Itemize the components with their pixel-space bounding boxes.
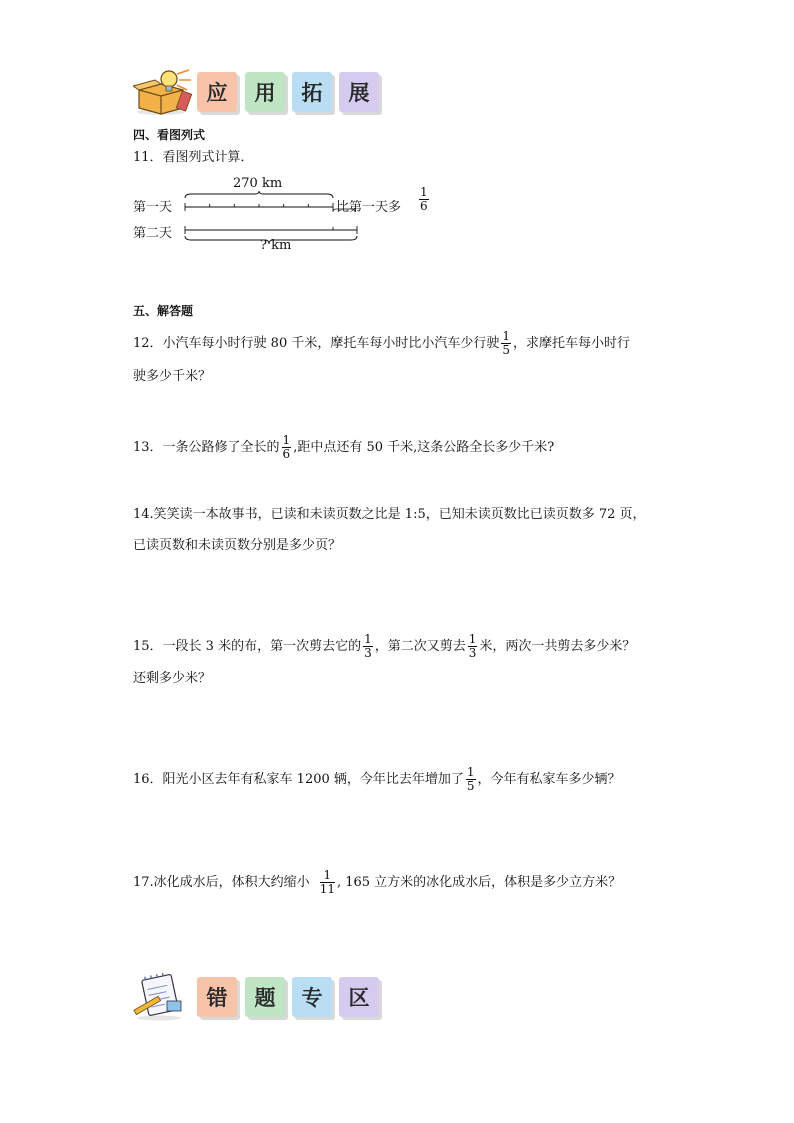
lightbulb-box-icon: [133, 68, 193, 116]
q12-text-before: 12．小汽车每小时行驶 80 千米，摩托车每小时比小汽车少行驶: [133, 336, 500, 351]
q17-text-after: , 165 立方米的冰化成水后，体积是多少立方米？: [336, 875, 622, 890]
section-title-4: 四、看图列式: [133, 128, 206, 142]
section-title-5: 五、解答题: [133, 304, 194, 318]
diagram-row1-label: 第一天: [133, 200, 173, 215]
q12-fraction: [501, 330, 511, 357]
top-brace: [185, 191, 333, 198]
question-17: [133, 869, 621, 896]
diagram-fraction-den: 6: [420, 199, 428, 213]
q16-text-before: 16．阳光小区去年有私家车 1200 辆，今年比去年增加了: [133, 772, 464, 787]
diagram-row2-label: 第二天: [133, 226, 173, 241]
q16-frac-den: 5: [466, 779, 475, 793]
banner-tile-1: 应: [197, 72, 237, 112]
q12-frac-num: 1: [502, 329, 510, 343]
question-12-line2: 驶多少千米？: [133, 369, 212, 384]
q16-frac-num: 1: [466, 765, 475, 779]
diagram-bottom-value: ? km: [260, 238, 292, 253]
q15-frac1-den: 3: [364, 646, 372, 660]
extra-brace: [333, 209, 355, 212]
q15-frac1-num: 1: [364, 632, 372, 646]
q13-frac-den: 6: [282, 447, 291, 461]
notebook-pencil-icon: [133, 973, 193, 1021]
q13-fraction: [282, 434, 292, 461]
q13-text-before: 13．一条公路修了全长的: [133, 440, 280, 455]
question-15: [133, 633, 635, 660]
bottom-brace: [185, 236, 357, 244]
banner-tile-2: 用: [245, 72, 285, 112]
q12-text-after: ，求摩托车每小时行: [513, 336, 631, 351]
diagram-fraction-num: 1: [420, 185, 428, 199]
question-13: [133, 434, 554, 461]
q15-text-a: 15．一段长 3 米的布，第一次剪去它的: [133, 639, 362, 654]
banner-bottom-tile-2: 题: [245, 977, 285, 1017]
banner-bottom-tile-3: 专: [292, 977, 332, 1017]
q15-frac2-den: 3: [468, 646, 477, 660]
q13-frac-num: 1: [282, 433, 291, 447]
banner-bottom-tile-4: 区: [339, 977, 379, 1017]
diagram-lines: [183, 190, 363, 246]
q16-fraction: [466, 766, 476, 793]
q17-text-before: 17.冰化成水后，体积大约缩小: [133, 875, 310, 890]
diagram-fraction: [419, 186, 429, 213]
question-16: [133, 766, 621, 793]
diagram-compare-text: 比第一天多: [336, 200, 402, 215]
line-segment-diagram: [133, 172, 453, 262]
q16-text-after: ，今年有私家车多少辆？: [477, 772, 621, 787]
question-14-line2: 已读页数和未读页数分别是多少页？: [133, 538, 342, 553]
question-11: 11．看图列式计算．: [133, 150, 254, 165]
q15-text-c: 米，两次一共剪去多少米？: [479, 639, 636, 654]
banner-bottom-tile-1: 错: [197, 977, 237, 1017]
q15-fraction-2: [468, 633, 478, 660]
q15-fraction-1: [363, 633, 373, 660]
diagram-top-value: 270 km: [233, 176, 283, 191]
question-14-line1: 14.笑笑读一本故事书，已读和未读页数之比是 1:5，已知未读页数比已读页数多 72 页，: [133, 507, 646, 522]
q12-frac-den: 5: [502, 343, 510, 357]
q13-text-after: ,距中点还有 50 千米,这条公路全长多少千米?: [293, 440, 555, 455]
q17-frac-den: 11: [319, 882, 335, 896]
q15-frac2-num: 1: [468, 632, 477, 646]
question-15-line2: 还剩多少米？: [133, 671, 212, 686]
question-12: [133, 330, 630, 357]
q17-fraction: [320, 869, 335, 896]
banner-tile-3: 拓: [292, 72, 332, 112]
q15-text-b: ，第二次又剪去: [374, 639, 466, 654]
banner-tile-4: 展: [339, 72, 379, 112]
q17-frac-num: 1: [320, 869, 335, 883]
